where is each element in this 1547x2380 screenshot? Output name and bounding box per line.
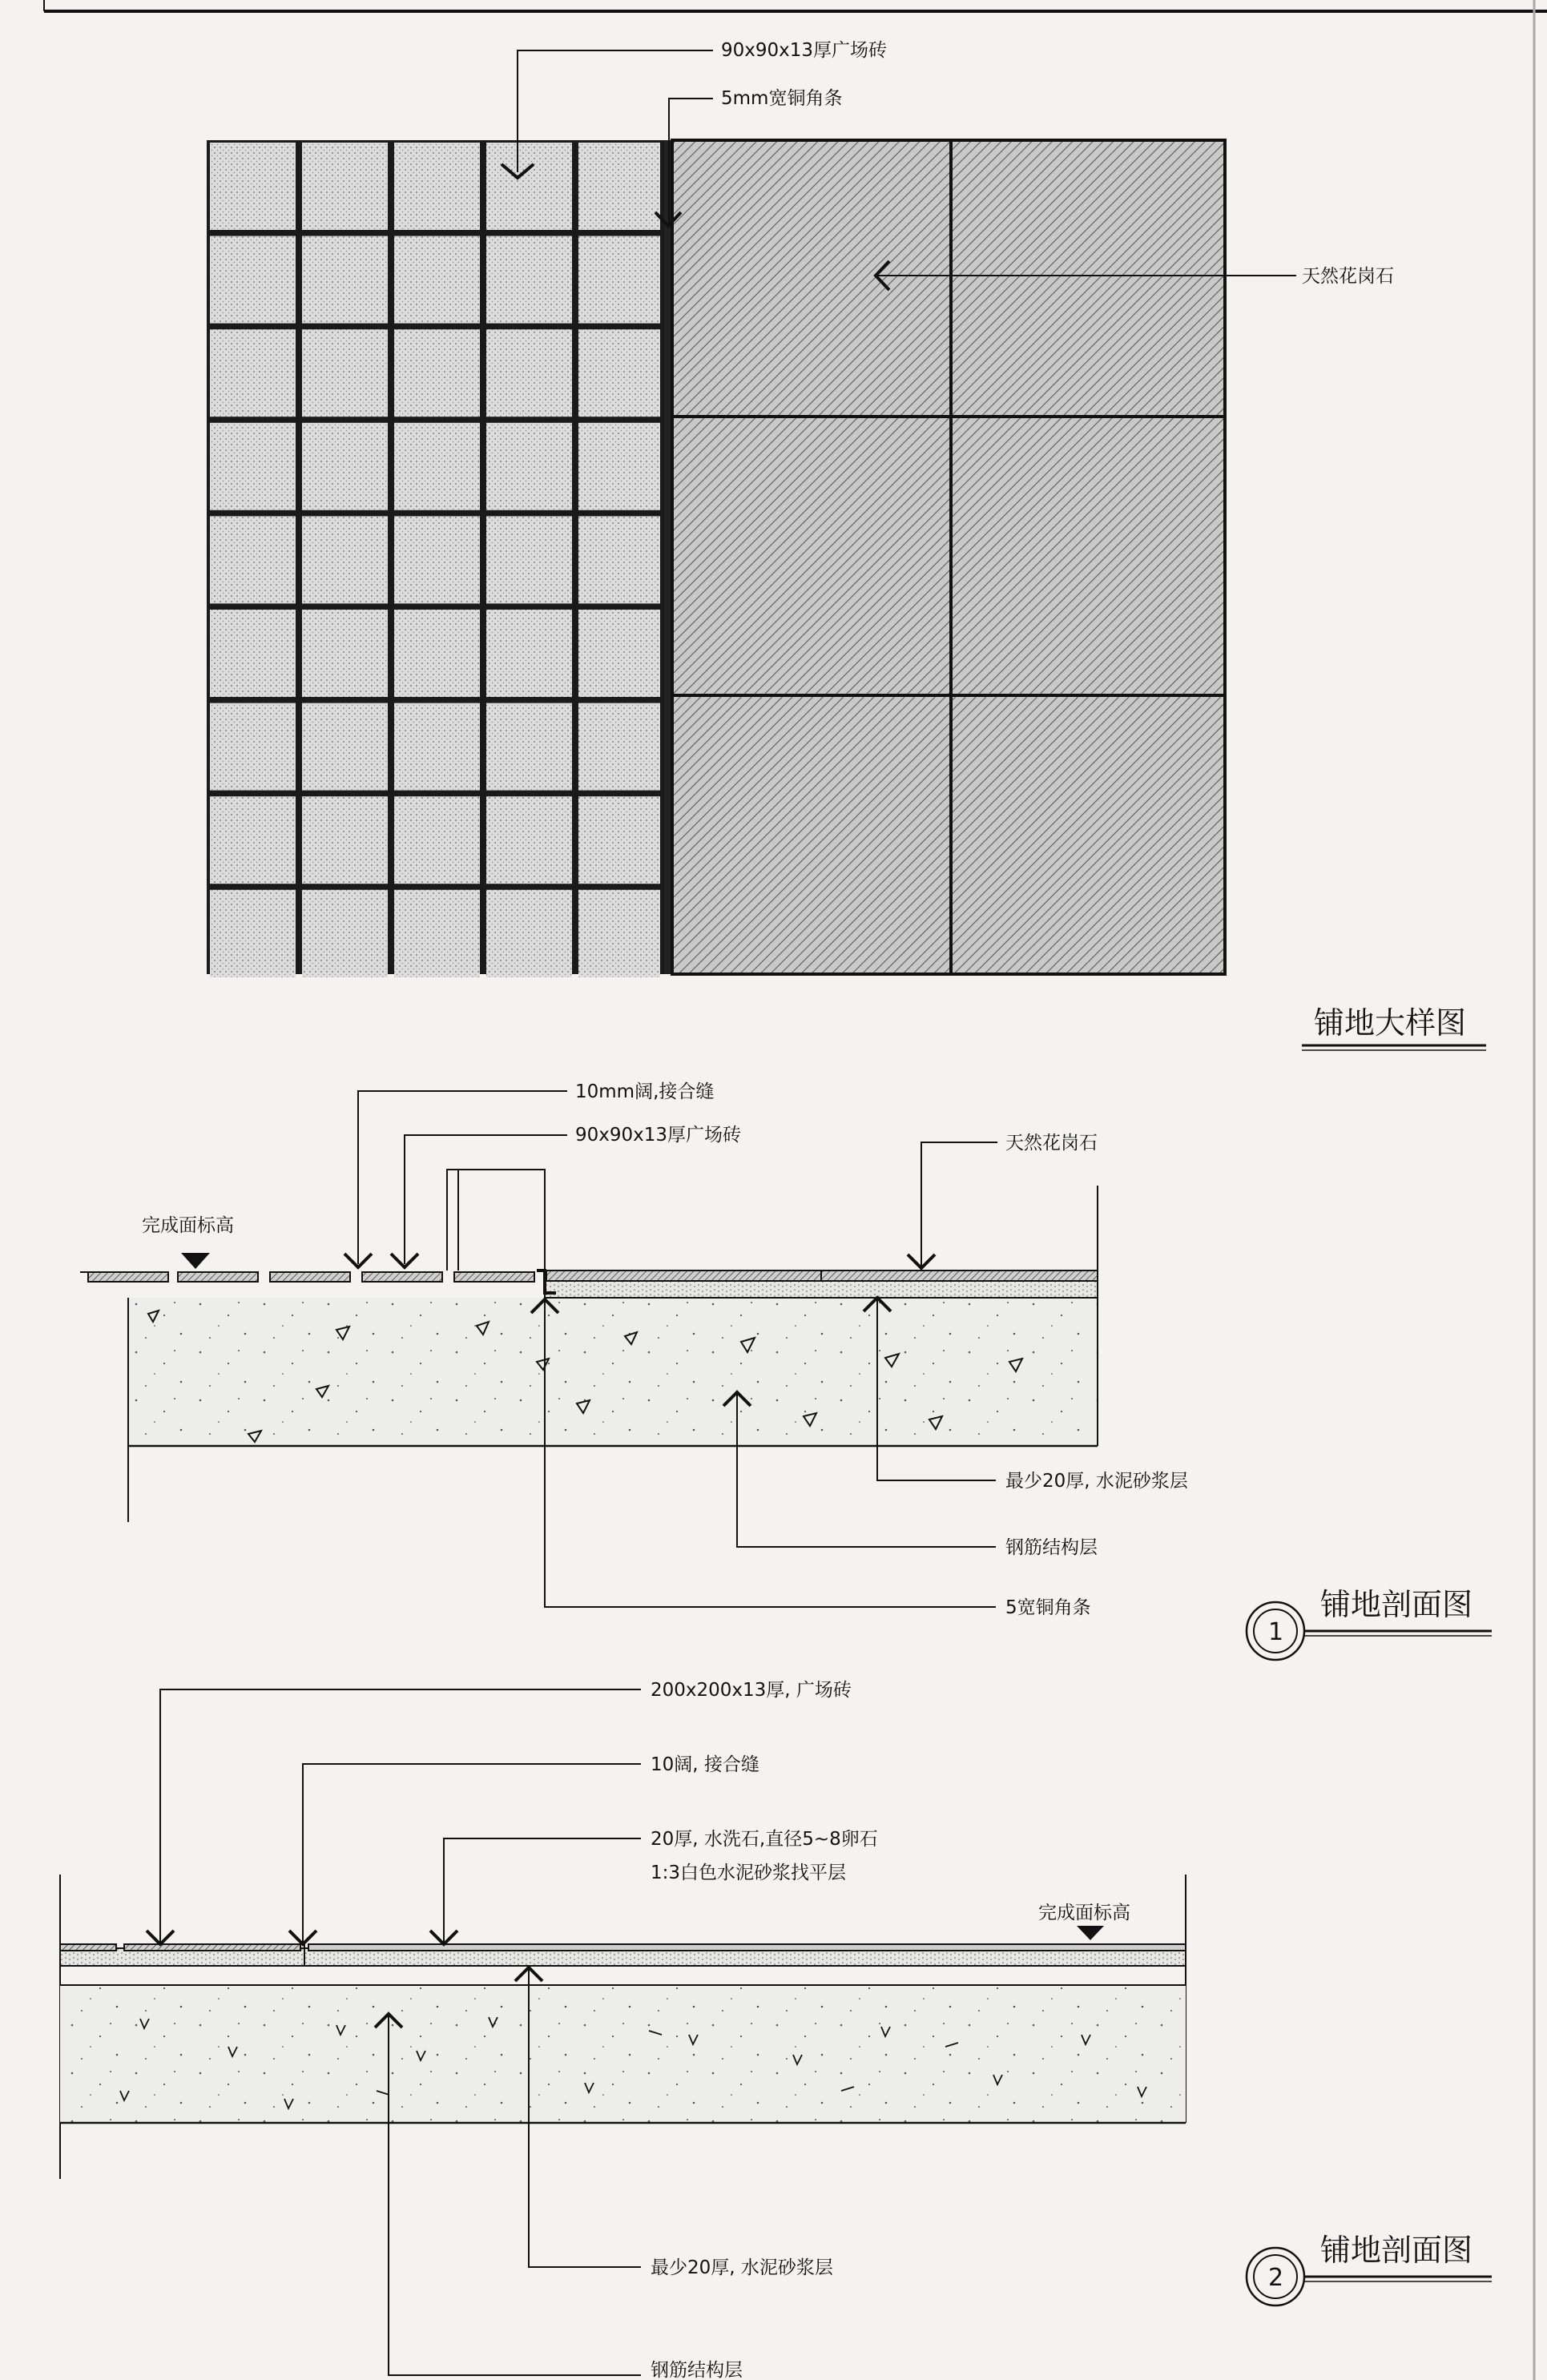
s1-label-copper-strip: 5宽铜角条 bbox=[1005, 1597, 1091, 1618]
square-tile bbox=[578, 236, 660, 324]
square-tile bbox=[302, 516, 388, 603]
square-tile bbox=[210, 423, 296, 510]
s1-label-finish-level: 完成面标高 bbox=[142, 1215, 234, 1236]
s1-leader-joint bbox=[358, 1091, 567, 1264]
square-tile-grid bbox=[210, 143, 660, 977]
square-tile bbox=[210, 610, 296, 697]
square-tile bbox=[394, 890, 480, 977]
section-2 bbox=[60, 1680, 1492, 2380]
square-tile bbox=[210, 703, 296, 791]
s2-label-joint: 10阔, 接合缝 bbox=[651, 1754, 759, 1775]
square-tile bbox=[578, 610, 660, 697]
square-tile bbox=[486, 890, 572, 977]
square-tile bbox=[302, 423, 388, 510]
square-tile bbox=[302, 610, 388, 697]
square-tile bbox=[210, 236, 296, 324]
s2-tile-main bbox=[124, 1944, 300, 1951]
s2-label-finish-level: 完成面标高 bbox=[1038, 1903, 1130, 1923]
s1-label-mortar: 最少20厚, 水泥砂浆层 bbox=[1005, 1471, 1188, 1492]
square-tile bbox=[394, 610, 480, 697]
square-tile bbox=[394, 703, 480, 791]
square-tile bbox=[302, 143, 388, 230]
s2-leader-tile bbox=[160, 1689, 641, 1943]
s2-tile-left bbox=[60, 1944, 116, 1951]
square-tile bbox=[578, 890, 660, 977]
s2-label-mortar: 最少20厚, 水泥砂浆层 bbox=[651, 2257, 833, 2278]
s1-tile-elevation-outline bbox=[447, 1170, 545, 1271]
granite-field bbox=[672, 140, 1225, 974]
square-tile bbox=[210, 516, 296, 603]
s2-label-tile: 200x200x13厚, 广场砖 bbox=[651, 1680, 852, 1701]
label-granite: 天然花岗石 bbox=[1302, 266, 1394, 287]
square-tile bbox=[210, 796, 296, 884]
s2-label-rc-structure: 钢筋结构层 bbox=[651, 2360, 743, 2380]
square-tile bbox=[486, 796, 572, 884]
square-tile bbox=[486, 329, 572, 417]
square-tile bbox=[302, 890, 388, 977]
s1-square-tiles bbox=[88, 1272, 534, 1282]
s1-mortar-bed bbox=[545, 1280, 1098, 1298]
plan-title: 铺地大样图 bbox=[1314, 1005, 1467, 1041]
s2-label-washed-stone: 20厚, 水洗石,直径5~8卵石 bbox=[651, 1829, 878, 1850]
square-tile bbox=[578, 329, 660, 417]
s2-label-leveling: 1:3白色水泥砂浆找平层 bbox=[651, 1863, 847, 1883]
section-1 bbox=[80, 1081, 1492, 1660]
s2-leader-joint bbox=[303, 1764, 641, 1943]
square-tile bbox=[394, 143, 480, 230]
square-tile bbox=[394, 796, 480, 884]
square-tile bbox=[578, 143, 660, 230]
square-tile bbox=[394, 423, 480, 510]
s2-leader-washed-stone bbox=[444, 1838, 641, 1943]
square-tile bbox=[486, 703, 572, 791]
square-tile bbox=[486, 236, 572, 324]
square-tile bbox=[210, 890, 296, 977]
s1-rc-slab bbox=[128, 1298, 1098, 1446]
s1-leader-granite bbox=[921, 1142, 997, 1266]
s1-title: 铺地剖面图 bbox=[1320, 1587, 1473, 1622]
square-tile bbox=[486, 516, 572, 603]
square-tile bbox=[486, 423, 572, 510]
s1-finish-level-triangle bbox=[181, 1253, 210, 1269]
s2-finish-surface bbox=[308, 1944, 1186, 1951]
square-tile bbox=[578, 796, 660, 884]
s1-number: 1 bbox=[1268, 1618, 1284, 1646]
square-tile bbox=[302, 236, 388, 324]
s1-label-granite: 天然花岗石 bbox=[1005, 1133, 1098, 1154]
s1-label-rc-structure: 钢筋结构层 bbox=[1005, 1537, 1098, 1558]
square-tile bbox=[210, 329, 296, 417]
square-tile bbox=[302, 329, 388, 417]
label-copper-strip: 5mm宽铜角条 bbox=[721, 88, 843, 109]
s1-leader-square-tile bbox=[405, 1135, 567, 1264]
s2-number: 2 bbox=[1268, 2264, 1284, 2292]
s2-title: 铺地剖面图 bbox=[1320, 2233, 1473, 2268]
square-tile bbox=[302, 796, 388, 884]
square-tile bbox=[302, 703, 388, 791]
label-square-tile: 90x90x13厚广场砖 bbox=[721, 40, 888, 61]
square-tile bbox=[578, 516, 660, 603]
square-tile bbox=[578, 703, 660, 791]
s1-label-square-tile: 90x90x13厚广场砖 bbox=[575, 1125, 742, 1146]
s2-rc-slab bbox=[60, 1985, 1186, 2123]
square-tile bbox=[486, 610, 572, 697]
s1-label-joint: 10mm阔,接合缝 bbox=[575, 1081, 715, 1102]
square-tile bbox=[210, 143, 296, 230]
square-tile bbox=[578, 423, 660, 510]
square-tile bbox=[394, 236, 480, 324]
square-tile bbox=[394, 329, 480, 417]
square-tile bbox=[486, 143, 572, 230]
s2-finish-level-triangle bbox=[1077, 1926, 1104, 1940]
plan-view bbox=[207, 40, 1486, 1050]
square-tile bbox=[394, 516, 480, 603]
